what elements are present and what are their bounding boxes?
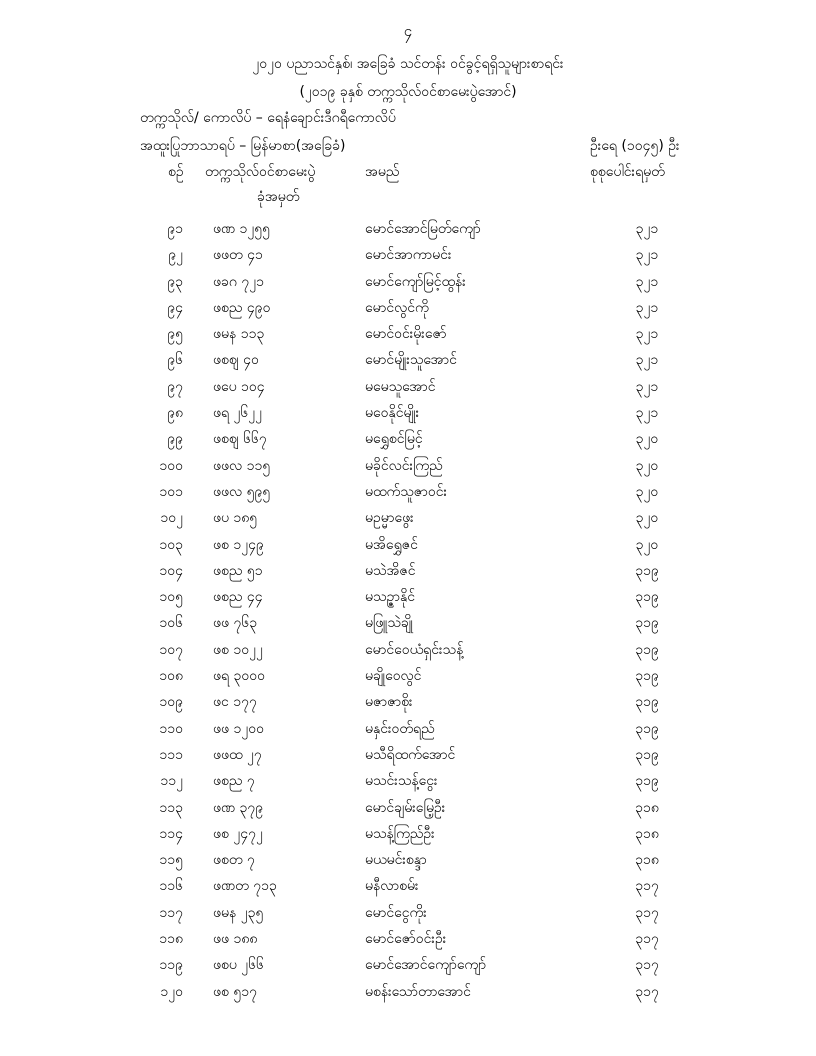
total-marks: ၃၂၀ [635,536,659,553]
row-number: ၉၈ [167,405,183,422]
column-header-marks: စုစုပေါင်းရမှတ် [590,164,665,180]
total-marks: ၃၂၁ [635,378,659,395]
total-marks: ၃၁၇ [635,931,659,948]
roll-number: ဖဖထ ၂၇ [213,746,262,763]
roll-number: ဖစတ ၇ [213,852,255,869]
table-row [0,666,816,692]
row-number: ၁၁၅ [159,852,183,869]
total-marks: ၃၁၉ [635,720,659,737]
student-name: မောင်အောင်ကျော်ကျော် [365,957,487,974]
roll-number: ဖခဂ ၇၂၁ [213,273,264,290]
total-marks: ၃၂၀ [635,510,659,527]
row-number: ၉၅ [167,326,183,343]
student-name: မောင်အာကာမင်း [365,247,452,264]
roll-number: ဖမန ၁၁၃ [213,326,265,343]
student-name: မောင်ကျော်မြင့်ထွန်း [365,273,466,290]
student-name: မဇာဇာစိုး [365,694,413,711]
row-number: ၁၀၃ [159,536,183,553]
row-number: ၁၀၇ [159,641,183,658]
student-name: မောင်အောင်မြတ်ကျော် [365,221,481,237]
total-marks: ၃၁၇ [635,957,659,974]
table-row [0,929,816,955]
total-marks: ၃၁၉ [635,746,659,763]
roll-number: ဖပ ၁၈၅ [213,510,258,527]
total-marks: ၃၁၉ [635,694,659,711]
total-marks: ၃၂၁ [635,326,659,343]
student-name: မမေသူအောင် [365,378,436,395]
total-marks: ၃၂၁ [635,247,659,264]
total-marks: ၃၁၉ [635,589,659,606]
table-row [0,561,816,587]
table-row [0,245,816,271]
table-row [0,613,816,639]
roll-number: ဖစ ၁၀၂၂ [213,641,263,658]
roll-number: ဖဖလ ၁၁၅ [213,457,271,474]
roll-number: ဖရ ၂၆၂၂ [213,405,262,422]
total-marks: ၃၂၁ [635,299,659,316]
student-name: မဥမ္မာဖွေး [365,510,414,527]
student-name: မဝေနိုင်မျိုး [365,405,420,422]
total-marks: ၃၂၁ [635,221,659,237]
row-number: ၁၁၀ [159,720,183,737]
roll-number: ဖင ၁၇၇ [213,694,257,711]
row-number: ၁၀၀ [159,457,183,474]
student-name: မသင်းသန့်ငွေး [365,773,438,790]
row-number: ၉၁ [167,221,183,237]
table-row [0,850,816,876]
roll-number: ဖစပ ၂၆၆ [213,957,264,974]
roll-number: ဖဏ ၁၂၅၅ [213,221,271,237]
table-row [0,771,816,797]
table-row [0,508,816,534]
row-number: ၁၀၆ [159,615,183,632]
row-number: ၁၁၄ [159,825,183,842]
table-row [0,955,816,981]
student-name: မယမင်းစန္ဒာ [365,852,427,869]
document-title: ၂၀၂၀ ပညာသင်နှစ်၊ အခြေခံ သင်တန်း ဝင်ခွင့်ရရှိသူများစာရင်း [252,56,564,72]
row-number: ၉၆ [167,352,183,369]
row-number: ၁၁၉ [159,957,183,974]
table-row [0,798,816,824]
student-name: မသဲအိဇင် [365,562,416,579]
column-header-roll-line2: ခုံအမှတ် [257,189,300,205]
student-name: မအိရွှေဇင် [365,536,418,553]
table-row [0,719,816,745]
total-marks: ၃၁၉ [635,615,659,632]
roll-number: ဖစဈ ၆၆၇ [213,431,267,448]
document-subtitle: (၂၀၁၉ ခုနှစ် တက္ကသိုလ်ဝင်စာမေးပွဲအောင်) [299,84,517,100]
table-row [0,350,816,376]
row-number: ၁၂၀ [160,983,183,1000]
row-number: ၁၁၆ [159,878,183,895]
roll-number: ဖရ ၃၀၀၀ [213,668,265,685]
student-name: မချိုဝေလွင် [365,668,422,685]
total-marks: ၃၁၈ [635,825,659,842]
table-row [0,272,816,298]
roll-number: ဖစည ၄၄ [213,589,263,606]
total-marks: ၃၂၁ [635,352,659,369]
total-marks: ၃၂၀ [635,457,659,474]
row-number: ၁၀၄ [159,562,183,579]
row-number: ၁၀၉ [159,694,183,711]
total-marks: ၃၂၀ [635,483,659,500]
student-name: မနီလာစမ်း [365,878,419,895]
total-marks: ၃၁၈ [635,852,659,869]
total-marks: ၃၁၇ [635,904,659,921]
roll-number: ဖစ ၅၁၇ [213,983,257,1000]
table-row [0,482,816,508]
roll-number: ဖမန ၂၃၅ [213,904,264,921]
column-header-roll: တက္ကသိုလ်ဝင်စာမေးပွဲ [205,164,316,180]
row-number: ၁၁၁ [159,746,183,763]
table-row [0,403,816,429]
student-name: မောင်မျိုးသူအောင် [365,352,457,369]
student-name: မစန်းသော်တာအောင် [365,983,471,1000]
page-number: ၄ [403,22,413,40]
roll-number: ဖဖလ ၅၉၅ [213,483,271,500]
total-marks: ၃၂၁ [635,405,659,422]
table-row [0,640,816,666]
row-number: ၉၃ [167,273,183,290]
student-name: မသဉ္ဇာနိုင် [365,589,416,606]
row-number: ၉၂ [168,247,183,264]
row-number: ၉၉ [167,431,183,448]
roll-number: ဖဖတ ၄၁ [213,247,263,264]
table-row [0,587,816,613]
student-name: မနှင်းဝတ်ရည် [365,720,435,737]
table-row [0,429,816,455]
row-number: ၉၇ [167,378,183,395]
table-row [0,876,816,902]
total-marks: ၃၁၈ [635,799,659,816]
student-name: မောင်ဝင်းမိုးဇော် [365,326,447,343]
roll-number: ဖစဈ ၄၀ [213,352,259,369]
quota-line: ဦးရေ (၁၀၄၅) ဦး [590,138,680,154]
university-line: တက္ကသိုလ်/ ကောလိပ် – ရေနံချောင်းဒီဂရီကောလိပ် [140,110,396,126]
student-name: မောင်ချမ်းမြေ့ဦး [365,799,446,816]
roll-number: ဖစ ၂၄၇၂ [213,825,263,842]
table-row [0,456,816,482]
roll-number: ဖစည ၄၉၀ [213,299,271,316]
total-marks: ၃၂၁ [635,273,659,290]
roll-number: ဖဖ ၁၈၈ [213,931,258,948]
table-row [0,903,816,929]
student-name: မောင်လွင်ကို [365,299,429,316]
column-header-no: စဉ် [168,164,184,180]
row-number: ၁၁၈ [159,931,183,948]
student-name: မထက်သူဇာဝင်း [365,483,448,500]
student-name: မသန့်ကြည်ဦး [365,825,435,842]
table-row [0,535,816,561]
roll-number: ဖစည ၅၁ [213,562,263,579]
total-marks: ၃၁၉ [635,773,659,790]
total-marks: ၃၂၀ [635,431,659,448]
roll-number: ဖစည ၇ [213,773,255,790]
table-row [0,324,816,350]
student-name: မဖြူသဲချို [365,615,414,632]
student-name: မသီရိထက်အောင် [365,746,456,763]
roll-number: ဖစ ၁၂၄၉ [213,536,264,553]
total-marks: ၃၁၉ [635,562,659,579]
roll-number: ဖဏ ၃၇၉ [213,799,264,816]
row-number: ၁၀၂ [160,510,183,527]
table-row [0,219,816,245]
roll-number: ဖဖ ၇၆၃ [213,615,258,632]
row-number: ၁၁၃ [159,799,183,816]
roll-number: ဖပေ ၁၀၄ [213,378,265,395]
row-number: ၁၀၈ [159,668,183,685]
total-marks: ၃၁၇ [635,983,659,1000]
student-name: မခိုင်လင်းကြည် [365,457,443,474]
table-row [0,824,816,850]
table-row [0,298,816,324]
roll-number: ဖဖ ၁၂၀၀ [213,720,264,737]
row-number: ၁၁၇ [159,904,183,921]
total-marks: ၃၁၉ [635,668,659,685]
column-header-name: အမည် [365,164,400,180]
results-list [0,219,816,1008]
total-marks: ၃၁၇ [635,878,659,895]
subject-line: အထူးပြုဘာသာရပ် – မြန်မာစာ(အခြေခံ) [140,138,346,154]
table-row [0,692,816,718]
student-name: မရွှေစင်မြင့် [365,431,423,448]
student-name: မောင်ငွေကိုး [365,904,427,921]
table-row [0,377,816,403]
row-number: ၁၀၅ [159,589,183,606]
roll-number: ဖဏတ ၇၁၃ [213,878,277,895]
row-number: ၁၀၁ [159,483,183,500]
total-marks: ၃၁၉ [635,641,659,658]
student-name: မောင်ဇော်ဝင်းဦး [365,931,447,948]
row-number: ၁၁၂ [160,773,183,790]
student-name: မောင်ဝေယံရှင်းသန့် [365,641,464,658]
table-row [0,982,816,1008]
row-number: ၉၄ [167,299,183,316]
table-row [0,745,816,771]
